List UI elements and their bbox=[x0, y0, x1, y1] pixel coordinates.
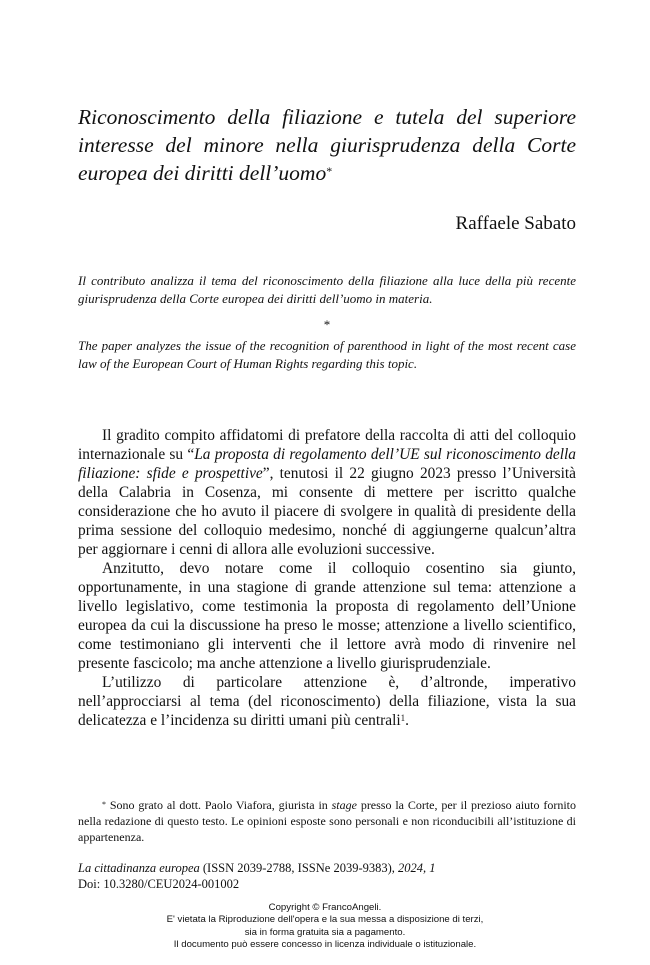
copyright-line: E' vietata la Riproduzione dell'opera e la sua messa a disposizione di terzi, bbox=[166, 914, 484, 926]
journal-doi: Doi: 10.3280/CEU2024-001002 bbox=[78, 877, 240, 891]
journal-name: La cittadinanza europea bbox=[78, 861, 200, 875]
footnote-mark: * bbox=[102, 800, 106, 809]
abstract-italian: Il contributo analizza il tema del riconoscimento della filiazione alla luce della più recente giurisprudenza della Corte europea dei diritti dell’uomo in materia. bbox=[78, 273, 576, 306]
journal-issn: (ISSN 2039-2788, ISSNe 2039-9383), bbox=[199, 861, 399, 875]
copyright-line: Copyright © FrancoAngeli. bbox=[268, 902, 382, 913]
body-paragraph-3: L’utilizzo di particolare attenzione è, d’altronde, imperativo nell’approcciarsi al tema (del riconoscimento) della filiazione, vista la sua delicatezza e l’incidenza su diritti umani più centrali$^1$. bbox=[78, 674, 576, 729]
title-text: Riconoscimento della filiazione e tutela del superiore interesse del minore nella giurisprudenza della Corte europea dei diritti dell’uomo bbox=[78, 105, 576, 185]
footnote-text-start: Sono grato al dott. Paolo Viafora, giurista in bbox=[106, 798, 332, 812]
p1-text-end: ”, tenutosi il 22 giugno 2023 presso l’Università della Calabria in Cosenza, mi consente di mettere per iscritto qualche considerazione che ho avuto il piacere di svolgere in qualità di presidente della prima sessione del colloquio medesimo, nonché di aggiungerne qualcun’altra per aggiornare i cenni di allora alle evoluzioni successive. bbox=[78, 465, 576, 558]
footnote-ref-1: 1 bbox=[400, 713, 406, 723]
copyright-line: sia in forma gratuita sia a pagamento. bbox=[244, 926, 406, 938]
p1-text-start: Il gradito compito affidatomi di prefatore della raccolta di atti del colloquio internazionale su “ bbox=[78, 427, 576, 463]
abstract-english: The paper analyzes the issue of the recognition of parenthood in light of the most recent case law of the European Court of Human Rights regarding this topic. bbox=[78, 338, 576, 371]
abstract-separator: * bbox=[323, 317, 331, 332]
article-body bbox=[78, 426, 576, 730]
copyright-notice bbox=[0, 902, 650, 951]
p3-text: L’utilizzo di particolare attenzione è, d’altronde, imperativo nell’approcciarsi al tema (del riconoscimento) della filiazione, vista la sua delicatezza e l’incidenza su diritti umani più centrali bbox=[78, 674, 576, 729]
title-footnote-mark: * bbox=[326, 164, 333, 178]
footnote-text-end: presso la Corte, per il prezioso aiuto fornito nella redazione di questo testo. Le opinioni esposte sono personali e non riconducibili all’istituzione di appartenenza. bbox=[78, 798, 576, 844]
body-paragraph-2: Anzitutto, devo notare come il colloquio cosentino sia giunto, opportunamente, in una stagione di grande attenzione sul tema: attenzione a livello legislativo, come testimonia la proposta di regolamento dell’Unione europea da cui la discussione ha preso le mosse; attenzione a livello scientifico, come testimoniano gli interventi che il lettore avrà modo di rinvenire nel presente fascicolo; ma anche attenzione a livello giurisprudenziale. bbox=[78, 560, 576, 672]
footnote-italic-word: stage bbox=[331, 798, 357, 812]
journal-issue: 2024, 1 bbox=[398, 861, 436, 875]
body-paragraph-1 bbox=[78, 426, 576, 559]
footnote bbox=[78, 797, 576, 845]
article-title bbox=[78, 103, 576, 187]
copyright-line: Il documento può essere concesso in licenza individuale o istituzionale. bbox=[173, 938, 477, 950]
p1-colloquium-title: La proposta di regolamento dell’UE sul riconoscimento della filiazione: sfide e prospettive bbox=[78, 446, 576, 482]
journal-info bbox=[78, 860, 576, 892]
author-name: Raffaele Sabato bbox=[455, 213, 576, 234]
journal-citation bbox=[78, 860, 576, 876]
